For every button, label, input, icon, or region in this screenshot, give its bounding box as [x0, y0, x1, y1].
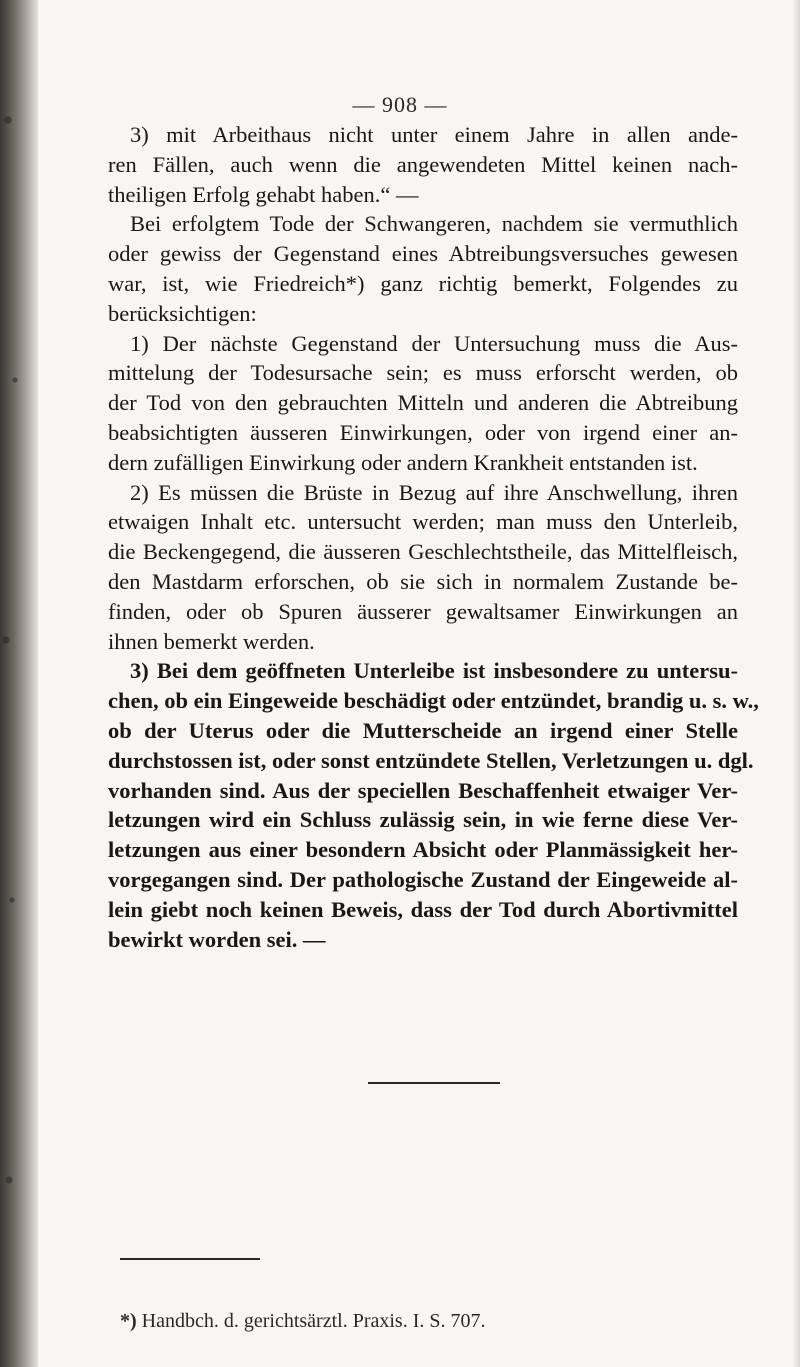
text-line: ren Fällen, auch wenn die angewendeten Mittel keinen nach-: [108, 151, 738, 177]
text-line: finden, oder ob Spuren äusserer gewaltsamer Einwirkungen an: [108, 598, 738, 624]
footnote: [120, 1308, 486, 1334]
footnote-text: Handbch. d. gerichtsärztl. Praxis. I. S. 707.: [141, 1310, 486, 1332]
footnote-marker: *): [120, 1310, 137, 1332]
text-line: 1) Der nächste Gegenstand der Untersuchung muss die Aus-: [130, 330, 738, 356]
text-line: bewirkt worden sei. —: [108, 926, 326, 952]
page-number: — 908 —: [352, 92, 448, 117]
text-line: chen, ob ein Eingeweide beschädigt oder entzündet, brandig u. s. w.,: [108, 688, 759, 714]
text-line: vorgegangen sind. Der pathologische Zustand der Eingeweide al-: [108, 866, 738, 892]
text-line: ob der Uterus oder die Mutterscheide an irgend einer Stelle: [108, 717, 738, 743]
section-divider-rule: [368, 1082, 500, 1084]
text-line: 3) Bei dem geöffneten Unterleibe ist insbesondere zu untersu-: [130, 658, 738, 684]
text-line: der Tod von den gebrauchten Mitteln und anderen die Abtreibung: [108, 390, 738, 416]
text-line: 3) mit Arbeithaus nicht unter einem Jahre in allen ande-: [130, 122, 738, 147]
binding-speckle: [0, 0, 30, 1367]
text-line: oder gewiss der Gegenstand eines Abtreibungsversuches gewesen: [108, 241, 738, 267]
text-line: vorhanden sind. Aus der speciellen Beschaffenheit etwaiger Ver-: [108, 777, 738, 803]
text-line: ihnen bemerkt werden.: [108, 628, 315, 654]
page-right-edge: [792, 0, 800, 1367]
text-line: letzungen wird ein Schluss zulässig sein, in wie ferne diese Ver-: [108, 807, 738, 833]
body-text: [108, 120, 759, 954]
text-line: mittelung der Todesursache sein; es muss erforscht werden, ob: [108, 360, 738, 386]
text-line: den Mastdarm erforschen, ob sie sich in normalem Zustande be-: [108, 568, 738, 594]
text-line: die Beckengegend, die äusseren Geschlechtstheile, das Mittelfleisch,: [108, 539, 738, 565]
footnote-rule: [120, 1258, 260, 1260]
text-line: dern zufälligen Einwirkung oder andern Krankheit entstanden ist.: [108, 449, 698, 475]
text-line: berücksichtigen:: [108, 300, 257, 326]
text-line: etwaigen Inhalt etc. untersucht werden; man muss den Unterleib,: [108, 509, 738, 535]
text-line: lein giebt noch keinen Beweis, dass der Tod durch Abortivmittel: [108, 896, 738, 922]
text-line: letzungen aus einer besondern Absicht oder Planmässigkeit her-: [108, 837, 738, 863]
text-line: 2) Es müssen die Brüste in Bezug auf ihre Anschwellung, ihren: [130, 479, 738, 505]
text-line: Bei erfolgtem Tode der Schwangeren, nachdem sie vermuthlich: [130, 211, 738, 237]
text-line: beabsichtigten äusseren Einwirkungen, oder von irgend einer an-: [108, 419, 738, 445]
text-line: war, ist, wie Friedreich*) ganz richtig bemerkt, Folgendes zu: [108, 270, 738, 296]
text-line: theiligen Erfolg gehabt haben.“ —: [108, 181, 419, 207]
text-line: durchstossen ist, oder sonst entzündete Stellen, Verletzungen u. dgl.: [108, 747, 754, 773]
